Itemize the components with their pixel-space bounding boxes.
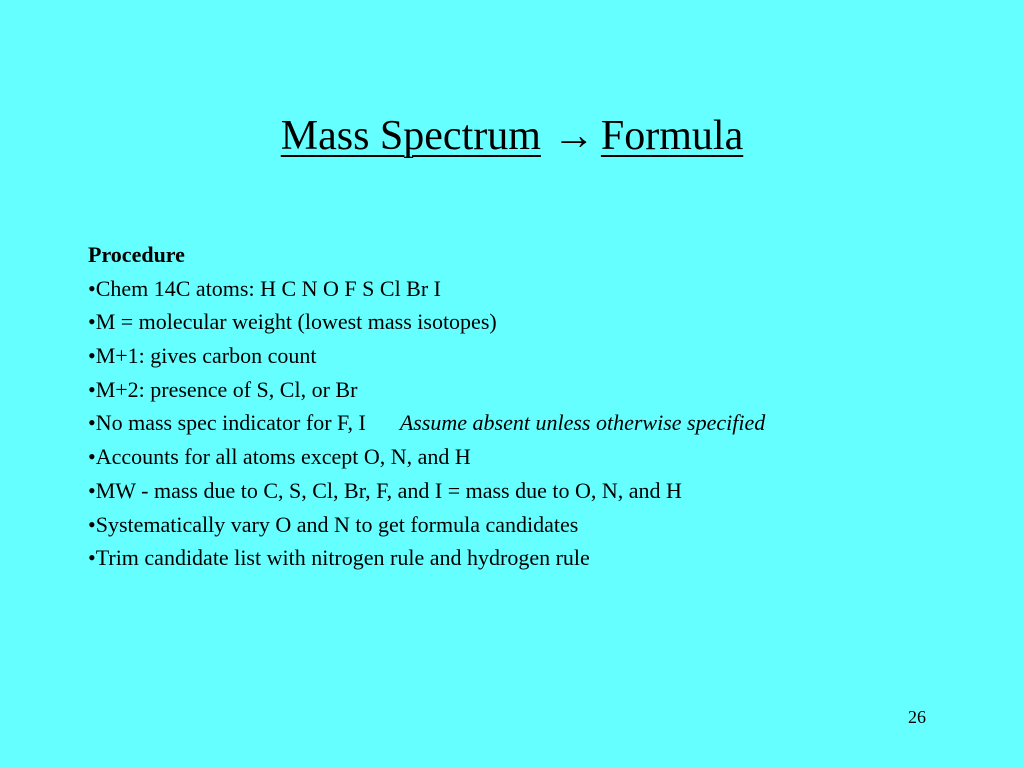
- bullet-item: •Chem 14C atoms: H C N O F S Cl Br I: [88, 275, 442, 301]
- bullet-item: •M+2: presence of S, Cl, or Br: [88, 376, 358, 402]
- bullet-item: •M = molecular weight (lowest mass isotopes): [88, 309, 497, 335]
- title-right: Formula: [600, 113, 744, 159]
- bullet-item: •Trim candidate list with nitrogen rule and hydrogen rule: [88, 545, 590, 571]
- slide-body: [88, 238, 765, 575]
- bullet-text: •No mass spec indicator for F, I: [88, 410, 366, 436]
- right-arrow-icon: →: [552, 113, 595, 159]
- bullet-item: •Systematically vary O and N to get formula candidates: [88, 511, 579, 537]
- bullet-item: •M+1: gives carbon count: [88, 343, 317, 369]
- page-number: 26: [908, 707, 926, 727]
- bullet-item: •MW - mass due to C, S, Cl, Br, F, and I = mass due to O, N, and H: [88, 477, 682, 503]
- slide-title: [0, 110, 1024, 162]
- bullet-item: •Accounts for all atoms except O, N, and H: [88, 444, 471, 470]
- title-text: [281, 113, 743, 159]
- procedure-heading: Procedure: [88, 242, 185, 267]
- title-left: Mass Spectrum: [280, 113, 541, 159]
- italic-note: Assume absent unless otherwise specified: [399, 410, 766, 436]
- bullet-item-with-note: [88, 406, 765, 440]
